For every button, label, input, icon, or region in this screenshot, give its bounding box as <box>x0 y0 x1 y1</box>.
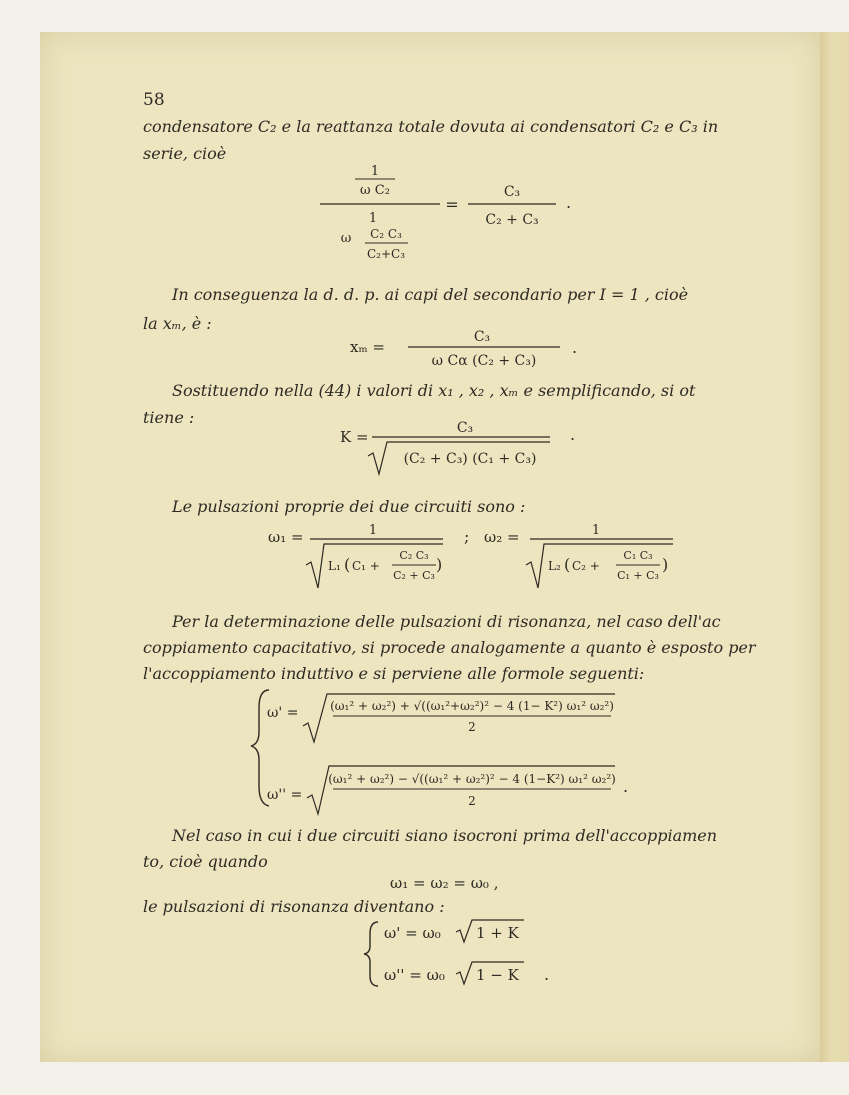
eq7-w-prime: ω' = ω₀ <box>384 924 441 942</box>
text-line: la xₘ, è : <box>143 314 212 333</box>
eq5-w-second-num: (ω₁² + ω₂²) − √((ω₁² + ω₂²)² − 4 (1−K²) ω₁² ω₂²) <box>328 772 616 786</box>
page-edge <box>820 32 849 1062</box>
eq7-w-prime-root: 1 + K <box>476 924 519 942</box>
eq4-w2-C: C₂ + <box>572 559 600 573</box>
eq1-rhs-bottom: C₂ + C₃ <box>485 212 539 228</box>
eq7-end: . <box>544 965 550 984</box>
eq5-w-second: ω'' = <box>267 787 303 803</box>
equation-reactance-ratio <box>310 160 590 270</box>
eq1-num-bottom: ω C₂ <box>360 183 390 198</box>
eq2-num: C₃ <box>473 329 491 345</box>
eq1-end: . <box>566 193 572 212</box>
eq1-den-top: 1 <box>368 211 378 226</box>
eq4-w2-frac-top: C₁ C₃ <box>623 549 653 562</box>
text-line: In conseguenza la d. d. p. ai capi del secondario per I = 1 , cioè <box>172 285 689 304</box>
text-line: Nel caso in cui i due circuiti siano isocroni prima dell'accoppiamen <box>172 826 718 845</box>
equation-xm <box>350 325 600 375</box>
eq4-w1-C: C₁ + <box>352 559 380 573</box>
eq3-den: (C₂ + C₃) (C₁ + C₃) <box>403 451 537 467</box>
eq7-w-second: ω'' = ω₀ <box>384 966 445 984</box>
eq7-w-second-root: 1 − K <box>476 966 519 984</box>
text-line: Le pulsazioni proprie dei due circuiti sono : <box>172 497 526 516</box>
eq4-w2-frac-bottom: C₁ + C₃ <box>617 569 659 582</box>
eq3-end: . <box>570 425 576 444</box>
page-number: 58 <box>143 90 165 110</box>
eq4-paren: ( <box>564 555 571 574</box>
eq1-num-top: 1 <box>370 164 380 179</box>
eq4-sep: ; <box>464 527 470 546</box>
eq2-end: . <box>572 338 578 357</box>
eq4-w1-frac-bottom: C₂ + C₃ <box>393 569 435 582</box>
eq1-den-omega: ω <box>340 231 352 246</box>
eq5-w-prime: ω' = <box>267 705 299 721</box>
eq5-end: . <box>623 777 629 796</box>
eq5-w-prime-num: (ω₁² + ω₂²) + √((ω₁²+ω₂²)² − 4 (1− K²) ω₁² ω₂²) <box>330 699 614 713</box>
equation-k <box>340 418 590 480</box>
eq4-w2-lhs: ω₂ = <box>484 528 520 546</box>
text-line: le pulsazioni di risonanza diventano : <box>143 897 445 916</box>
eq1-rhs-top: C₃ <box>503 184 521 200</box>
eq3-lhs: K = <box>340 428 369 446</box>
eq1-equals: = <box>445 195 459 214</box>
text-line: Per la determinazione delle pulsazioni di risonanza, nel caso dell'ac <box>172 612 721 631</box>
eq4-paren: ) <box>436 555 443 574</box>
eq1-den-frac-bottom: C₂+C₃ <box>366 247 406 261</box>
eq1-den-frac-top: C₂ C₃ <box>370 227 402 241</box>
eq2-lhs: xₘ = <box>350 338 385 356</box>
equation-resonance-pulsations <box>255 686 645 816</box>
equation-isochronous-resonance <box>364 918 564 990</box>
text-line: Sostituendo nella (44) i valori di x₁ , x₂ , xₘ e semplificando, si ot <box>172 381 696 400</box>
equation-natural-pulsations <box>268 520 688 592</box>
equation-isochronous: ω₁ = ω₂ = ω₀ , <box>390 874 499 892</box>
eq4-w2-num: 1 <box>591 523 601 538</box>
eq5-w-second-den: 2 <box>468 794 476 808</box>
text-line: coppiamento capacitativo, si procede analogamente a quanto è esposto per <box>143 638 756 657</box>
eq5-w-prime-den: 2 <box>468 720 476 734</box>
eq4-w1-frac-top: C₂ C₃ <box>399 549 429 562</box>
text-line: tiene : <box>143 408 195 427</box>
eq4-w1-num: 1 <box>368 523 378 538</box>
eq4-paren: ( <box>344 555 351 574</box>
eq4-w1-lhs: ω₁ = <box>268 528 304 546</box>
text-line: to, cioè quando <box>143 852 268 871</box>
eq3-num: C₃ <box>456 420 474 436</box>
eq2-den: ω Cα (C₂ + C₃) <box>431 353 537 369</box>
eq4-w1-L: L₁ <box>328 559 341 573</box>
eq4-w2-L: L₂ <box>548 559 561 573</box>
text-line: condensatore C₂ e la reattanza totale dovuta ai condensatori C₂ e C₃ in <box>143 117 719 136</box>
eq4-paren: ) <box>662 555 669 574</box>
text-line: serie, cioè <box>143 144 227 163</box>
text-line: l'accoppiamento induttivo e si perviene alle formole seguenti: <box>143 664 645 683</box>
